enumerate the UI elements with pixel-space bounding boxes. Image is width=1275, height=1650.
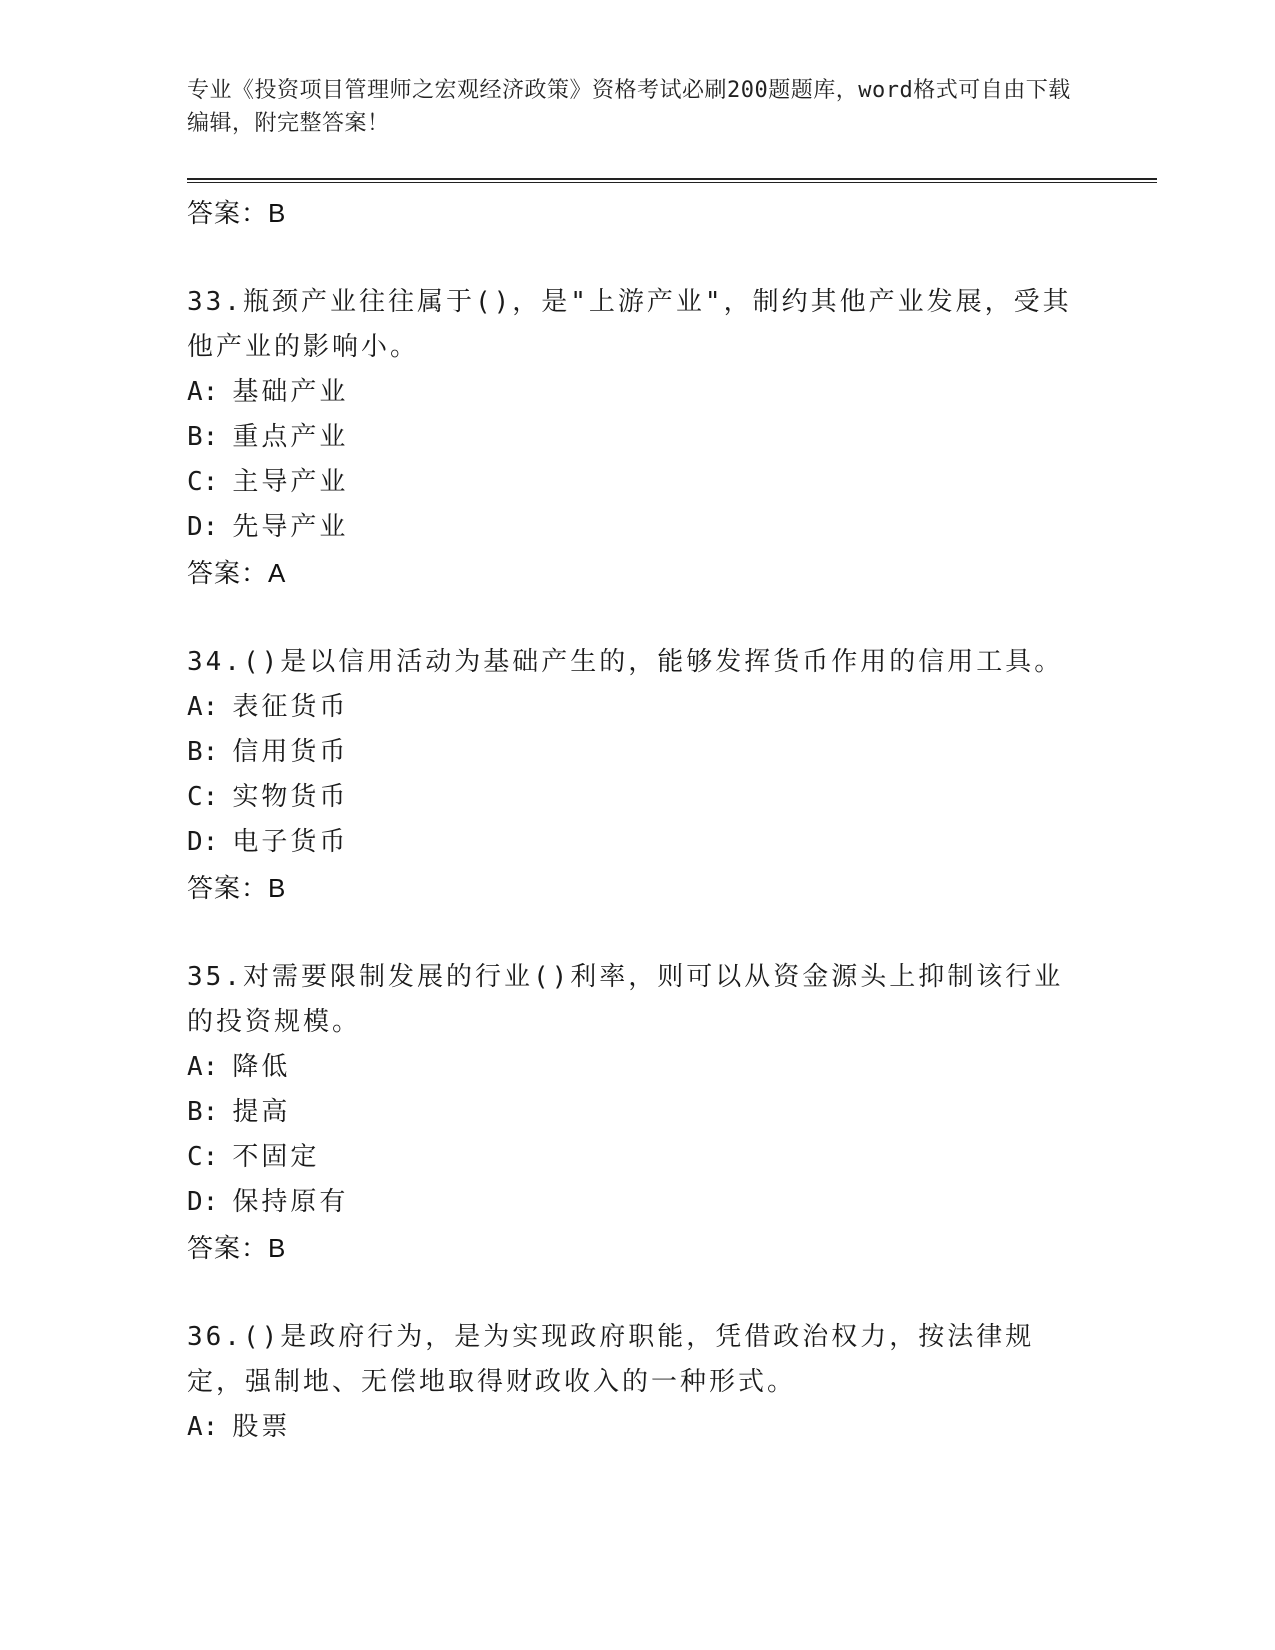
answer-line: 答案：B: [187, 873, 287, 903]
option-a: A: 基础产业: [187, 377, 349, 407]
answer-line: 答案：A: [187, 558, 287, 588]
option-b: B: 信用货币: [187, 737, 349, 767]
option-b: B: 提高: [187, 1097, 291, 1127]
option-c: C: 主导产业: [187, 467, 349, 497]
header-divider: [187, 178, 1157, 183]
option-b: B: 重点产业: [187, 422, 349, 452]
option-d: D: 电子货币: [187, 827, 349, 857]
question-stem: 33.瓶颈产业往往属于()，是"上游产业"，制约其他产业发展，受其他产业的影响小。: [187, 287, 1072, 362]
document-header: 专业《投资项目管理师之宏观经济政策》资格考试必刷200题题库，word格式可自由下载编辑，附完整答案！: [187, 78, 1071, 136]
question-stem: 34.()是以信用活动为基础产生的，能够发挥货币作用的信用工具。: [187, 647, 1064, 677]
answer-line: 答案：B: [187, 198, 287, 228]
option-c: C: 实物货币: [187, 782, 349, 812]
question-35: [187, 955, 1087, 1271]
option-d: D: 先导产业: [187, 512, 349, 542]
question-stem: 35.对需要限制发展的行业()利率，则可以从资金源头上抑制该行业的投资规模。: [187, 962, 1064, 1037]
answer-line: 答案：B: [187, 1233, 287, 1263]
option-c: C: 不固定: [187, 1142, 320, 1172]
question-stem: 36.()是政府行为，是为实现政府职能，凭借政治权力，按法律规定，强制地、无偿地取得财政收入的一种形式。: [187, 1322, 1035, 1397]
question-36: [187, 1315, 1087, 1450]
question-33: [187, 280, 1087, 596]
question-34: [187, 640, 1087, 911]
option-a: A: 股票: [187, 1412, 291, 1442]
option-a: A: 降低: [187, 1052, 291, 1082]
option-a: A: 表征货币: [187, 692, 349, 722]
document-content: [187, 190, 1087, 1450]
option-d: D: 保持原有: [187, 1187, 349, 1217]
